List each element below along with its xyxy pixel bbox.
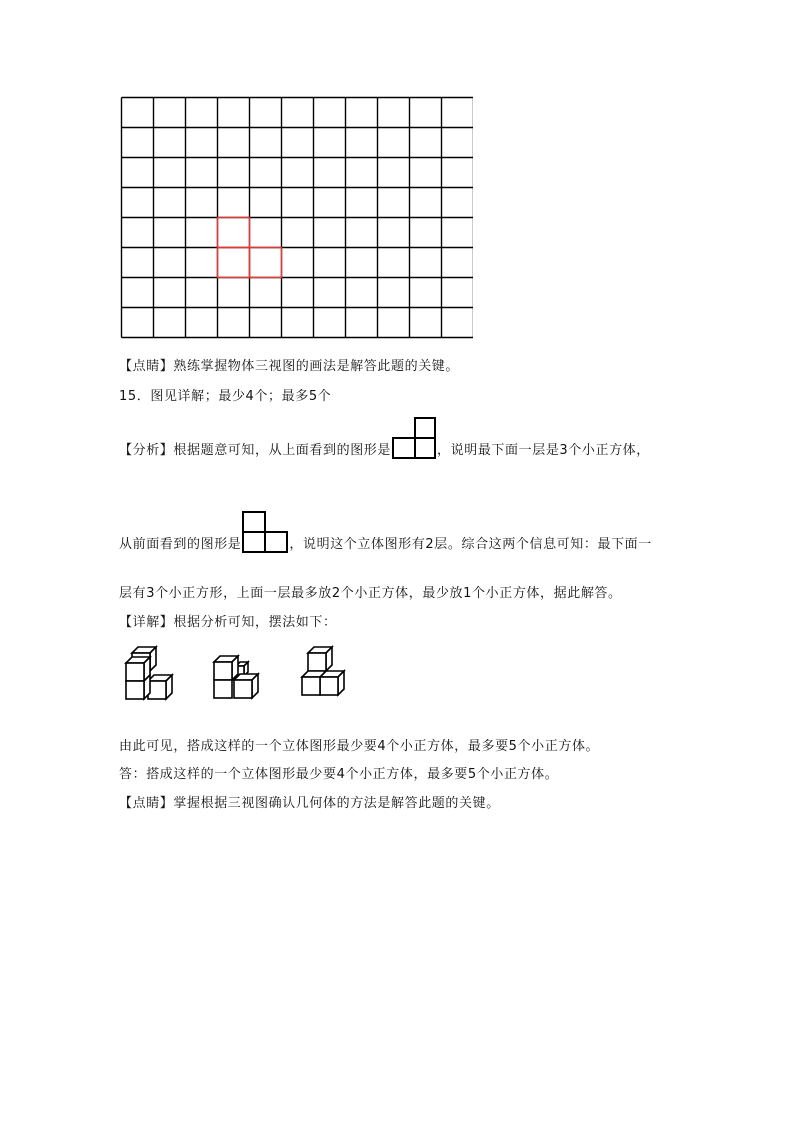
analysis-line-1 [119,416,650,460]
analysis-line-2 [119,510,652,556]
top-view-figure [391,416,437,460]
tip-2: 【点睛】掌握根据三视图确认几何体的方法是解答此题的关键。 [119,796,500,811]
grid-figure [120,96,473,344]
answer-line: 答：搭成这样的一个立体图形最少要4个小正方体，最多要5个小正方体。 [119,767,559,782]
cube-arrangement-1 [122,643,174,703]
analysis-line-3: 层有3个小正方形，上面一层最多放2个小正方体，最少放1个小正方体，据此解答。 [119,586,622,601]
grid-highlight-cell [250,248,282,278]
cube-arrangement-2 [210,650,262,702]
grid-highlight-cell [218,248,250,278]
front-view-figure [241,510,289,554]
conclusion-line: 由此可见，搭成这样的一个立体图形最少要4个小正方体，最多要5个小正方体。 [119,739,600,754]
analysis-line-1-before: 【分析】根据题意可知，从上面看到的图形是 [119,443,392,458]
cube-arrangement-3 [298,643,350,701]
grid-highlight-cell [218,218,250,248]
tip-1: 【点睛】熟练掌握物体三视图的画法是解答此题的关键。 [119,359,460,374]
analysis-line-2-after: ，说明这个立体图形有2层。综合这两个信息可知：最下面一 [289,537,652,552]
analysis-line-1-after: ，说明最下面一层是3个小正方体， [437,443,650,458]
grid-svg [120,96,473,340]
detail-line: 【详解】根据分析可知，摆法如下： [119,615,337,630]
analysis-line-2-before: 从前面看到的图形是 [119,537,242,552]
question-15-answer: 15．图见详解；最少4个；最多5个 [119,389,332,404]
